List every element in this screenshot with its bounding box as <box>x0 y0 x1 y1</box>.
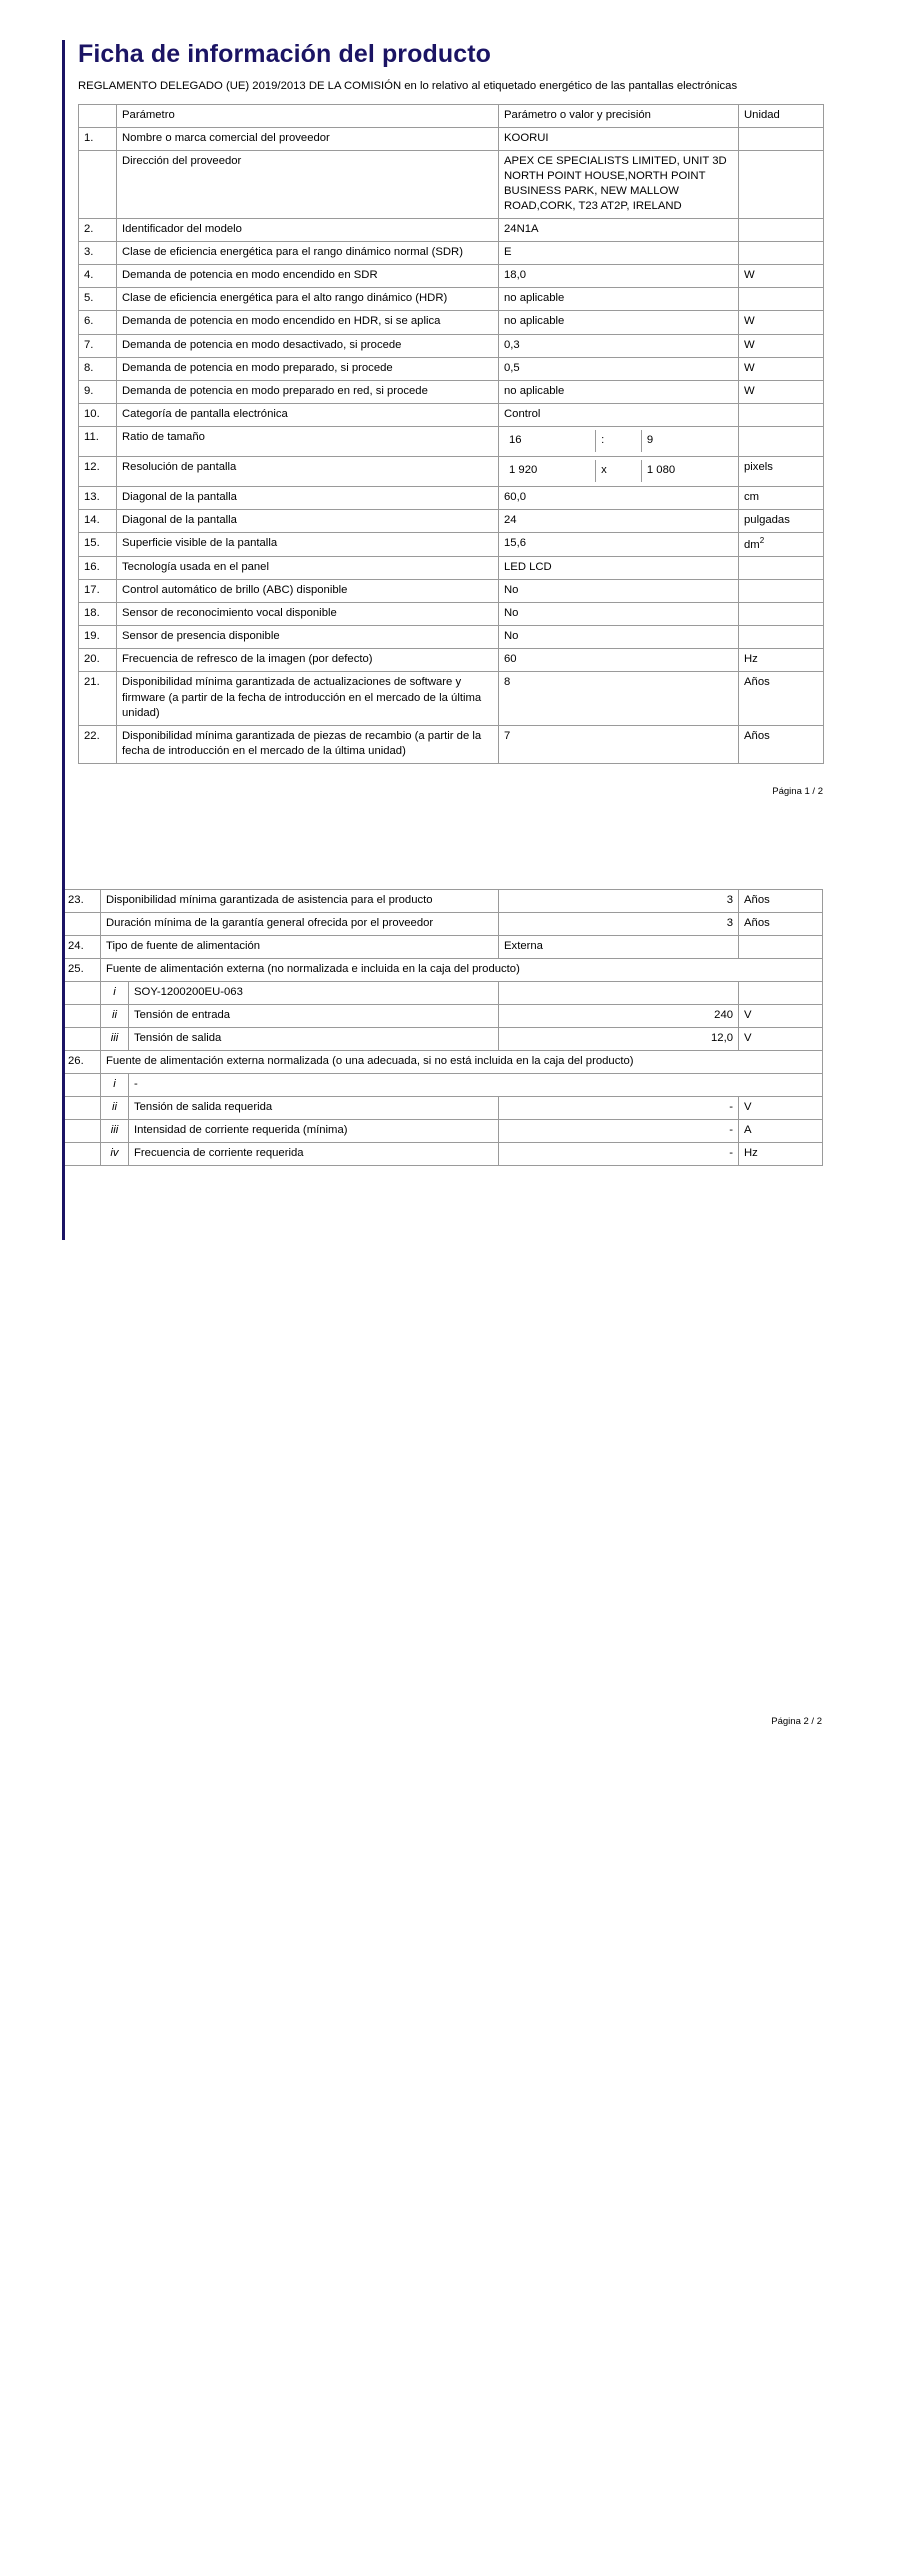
row-value: - <box>499 1096 739 1119</box>
table-row <box>63 1119 823 1142</box>
row-value: No <box>499 580 739 603</box>
table-row <box>79 649 824 672</box>
row-parameter: Nombre o marca comercial del proveedor <box>117 128 499 151</box>
page-1-footer: Página 1 / 2 <box>772 785 823 797</box>
row-value: No <box>499 626 739 649</box>
row-number: 10. <box>79 403 117 426</box>
header-parameter: Parámetro <box>117 105 499 128</box>
header-unit: Unidad <box>739 105 824 128</box>
row-number: 12. <box>79 456 117 486</box>
page-break-gap <box>0 797 905 889</box>
row-number: 16. <box>79 557 117 580</box>
page1-content <box>0 0 905 797</box>
row-value: 8 <box>499 672 739 725</box>
row-number: 1. <box>79 128 117 151</box>
table-row <box>63 981 823 1004</box>
row-unit: W <box>739 265 824 288</box>
table-row <box>63 1004 823 1027</box>
row-unit <box>739 426 824 456</box>
table-row-aspect-ratio <box>79 426 824 456</box>
page2-content <box>0 889 905 1727</box>
row-unit: V <box>739 1004 823 1027</box>
row-roman-numeral: ii <box>101 1096 129 1119</box>
row-unit <box>739 219 824 242</box>
row-parameter: Tensión de salida <box>129 1027 499 1050</box>
row-parameter: Diagonal de la pantalla <box>117 509 499 532</box>
row-unit: W <box>739 334 824 357</box>
row-roman-numeral: i <box>101 1073 129 1096</box>
table-row <box>79 532 824 557</box>
row-number: 21. <box>79 672 117 725</box>
table-row <box>79 557 824 580</box>
row-unit: Años <box>739 889 823 912</box>
row-unit <box>739 935 823 958</box>
regulation-intro: REGLAMENTO DELEGADO (UE) 2019/2013 DE LA COMISIÓN en lo relativo al etiquetado energético de las pantallas electrónicas <box>78 79 738 92</box>
table-row <box>79 242 824 265</box>
row-parameter: Dirección del proveedor <box>117 151 499 219</box>
row-unit <box>739 403 824 426</box>
row-parameter: Identificador del modelo <box>117 219 499 242</box>
unit-exponent: 2 <box>759 535 765 545</box>
table-row <box>79 580 824 603</box>
table-row-section-header <box>63 958 823 981</box>
row-unit: A <box>739 1119 823 1142</box>
row-unit <box>739 557 824 580</box>
row-parameter: Intensidad de corriente requerida (mínima) <box>129 1119 499 1142</box>
row-unit: V <box>739 1027 823 1050</box>
row-parameter: Disponibilidad mínima garantizada de actualizaciones de software y firmware (a partir de la fecha de introducción en el mercado de la última unidad) <box>117 672 499 725</box>
row-roman-numeral: iv <box>101 1142 129 1165</box>
row-number <box>63 1073 101 1096</box>
row-parameter: Tensión de salida requerida <box>129 1096 499 1119</box>
row-parameter: Tensión de entrada <box>129 1004 499 1027</box>
row-number: 9. <box>79 380 117 403</box>
row-number: 11. <box>79 426 117 456</box>
table-row-resolution <box>79 456 824 486</box>
table-row <box>63 1142 823 1165</box>
page2-blank-area <box>62 1166 843 1706</box>
row-parameter: Frecuencia de refresco de la imagen (por defecto) <box>117 649 499 672</box>
header-number <box>79 105 117 128</box>
table-row-section-header <box>63 1050 823 1073</box>
row-number: 3. <box>79 242 117 265</box>
row-number: 13. <box>79 486 117 509</box>
row-parameter: Clase de eficiencia energética para el alto rango dinámico (HDR) <box>117 288 499 311</box>
row-parameter: Sensor de presencia disponible <box>117 626 499 649</box>
row-parameter: Tecnología usada en el panel <box>117 557 499 580</box>
ratio-width: 16 <box>504 430 596 452</box>
row-value: Control <box>499 403 739 426</box>
row-number <box>63 1004 101 1027</box>
row-number: 20. <box>79 649 117 672</box>
resolution-subtable <box>504 460 733 482</box>
row-parameter: Frecuencia de corriente requerida <box>129 1142 499 1165</box>
table-row <box>63 889 823 912</box>
row-number: 5. <box>79 288 117 311</box>
row-value: 12,0 <box>499 1027 739 1050</box>
row-number: 25. <box>63 958 101 981</box>
row-unit: pixels <box>739 456 824 486</box>
row-value: - <box>499 1142 739 1165</box>
table-row <box>79 334 824 357</box>
table-row <box>79 509 824 532</box>
row-unit: W <box>739 357 824 380</box>
row-value: 15,6 <box>499 532 739 557</box>
row-number <box>63 1096 101 1119</box>
row-value: 240 <box>499 1004 739 1027</box>
row-parameter: Ratio de tamaño <box>117 426 499 456</box>
row-unit: $dm^2$ <box>739 532 824 557</box>
row-unit: Años <box>739 725 824 763</box>
row-parameter: Duración mínima de la garantía general ofrecida por el proveedor <box>101 912 499 935</box>
row-roman-numeral: ii <box>101 1004 129 1027</box>
table-row <box>79 128 824 151</box>
row-unit <box>739 580 824 603</box>
row-value: no aplicable <box>499 288 739 311</box>
row-number: 15. <box>79 532 117 557</box>
row-parameter: Superficie visible de la pantalla <box>117 532 499 557</box>
section-header-text: Fuente de alimentación externa normalizada (o una adecuada, si no está incluida en la caja del producto) <box>101 1050 823 1073</box>
row-value: 24 <box>499 509 739 532</box>
row-parameter: Control automático de brillo (ABC) disponible <box>117 580 499 603</box>
row-value: LED LCD <box>499 557 739 580</box>
row-value: APEX CE SPECIALISTS LIMITED, UNIT 3D NORTH POINT HOUSE,NORTH POINT BUSINESS PARK, NEW MALLOW ROAD,CORK, T23 AT2P, IRELAND <box>499 151 739 219</box>
table-row <box>79 603 824 626</box>
table-header-row <box>79 105 824 128</box>
table-row <box>79 151 824 219</box>
row-number: 14. <box>79 509 117 532</box>
row-parameter: Disponibilidad mínima garantizada de asistencia para el producto <box>101 889 499 912</box>
row-number <box>79 151 117 219</box>
table-row <box>63 1073 823 1096</box>
row-number: 6. <box>79 311 117 334</box>
row-parameter: Clase de eficiencia energética para el rango dinámico normal (SDR) <box>117 242 499 265</box>
row-value: No <box>499 603 739 626</box>
table-row <box>79 311 824 334</box>
product-information-table-page2 <box>62 889 823 1166</box>
row-number: 24. <box>63 935 101 958</box>
row-unit: W <box>739 380 824 403</box>
row-value-split <box>499 456 739 486</box>
row-value: 7 <box>499 725 739 763</box>
table-row <box>79 219 824 242</box>
row-unit: cm <box>739 486 824 509</box>
row-parameter: Resolución de pantalla <box>117 456 499 486</box>
row-value: 0,3 <box>499 334 739 357</box>
row-unit <box>739 151 824 219</box>
row-value: 3 <box>499 889 739 912</box>
row-number: 26. <box>63 1050 101 1073</box>
aspect-ratio-subtable <box>504 430 733 452</box>
row-parameter: Disponibilidad mínima garantizada de piezas de recambio (a partir de la fecha de introducción en el mercado de la última unidad) <box>117 725 499 763</box>
row-unit <box>739 242 824 265</box>
row-value-split <box>499 426 739 456</box>
row-number: 23. <box>63 889 101 912</box>
row-value: KOORUI <box>499 128 739 151</box>
row-unit <box>739 626 824 649</box>
row-parameter: Diagonal de la pantalla <box>117 486 499 509</box>
row-number <box>63 1142 101 1165</box>
row-number <box>63 1119 101 1142</box>
row-number: 19. <box>79 626 117 649</box>
row-roman-numeral: i <box>101 981 129 1004</box>
row-value: 24N1A <box>499 219 739 242</box>
row-parameter: Demanda de potencia en modo preparado, si procede <box>117 357 499 380</box>
row-unit <box>739 981 823 1004</box>
table-row <box>79 725 824 763</box>
row-number <box>63 1027 101 1050</box>
table-row <box>63 1027 823 1050</box>
table-row <box>79 380 824 403</box>
row-value: no aplicable <box>499 311 739 334</box>
row-unit: Años <box>739 912 823 935</box>
row-value <box>499 981 739 1004</box>
resolution-separator: x <box>596 460 642 482</box>
row-value: Externa <box>499 935 739 958</box>
table-row <box>79 265 824 288</box>
row-parameter: Demanda de potencia en modo preparado en red, si procede <box>117 380 499 403</box>
table-row <box>79 486 824 509</box>
row-value: E <box>499 242 739 265</box>
row-unit <box>739 128 824 151</box>
table-row <box>79 403 824 426</box>
row-value: 3 <box>499 912 739 935</box>
ratio-separator: : <box>596 430 642 452</box>
row-roman-numeral: iii <box>101 1119 129 1142</box>
table-row <box>79 672 824 725</box>
row-unit: V <box>739 1096 823 1119</box>
row-value: 0,5 <box>499 357 739 380</box>
row-value: 60,0 <box>499 486 739 509</box>
row-parameter: Categoría de pantalla electrónica <box>117 403 499 426</box>
row-number: 17. <box>79 580 117 603</box>
row-number: 18. <box>79 603 117 626</box>
table-row <box>79 626 824 649</box>
row-unit <box>739 288 824 311</box>
left-accent-bar <box>62 40 65 1240</box>
row-unit: W <box>739 311 824 334</box>
row-number: 22. <box>79 725 117 763</box>
row-parameter: Demanda de potencia en modo encendido en HDR, si se aplica <box>117 311 499 334</box>
row-parameter: Tipo de fuente de alimentación <box>101 935 499 958</box>
table-row <box>63 1096 823 1119</box>
row-parameter: Demanda de potencia en modo encendido en SDR <box>117 265 499 288</box>
page-title: Ficha de información del producto <box>78 40 492 68</box>
row-number: 7. <box>79 334 117 357</box>
header-value: Parámetro o valor y precisión <box>499 105 739 128</box>
row-number <box>63 912 101 935</box>
table-row <box>79 357 824 380</box>
row-parameter: Sensor de reconocimiento vocal disponible <box>117 603 499 626</box>
row-parameter: - <box>129 1073 823 1096</box>
product-information-table-page1 <box>78 104 824 763</box>
ratio-height: 9 <box>641 430 733 452</box>
row-parameter: SOY-1200200EU-063 <box>129 981 499 1004</box>
row-parameter: Demanda de potencia en modo desactivado, si procede <box>117 334 499 357</box>
row-value: no aplicable <box>499 380 739 403</box>
row-number: 2. <box>79 219 117 242</box>
row-number <box>63 981 101 1004</box>
row-value: 60 <box>499 649 739 672</box>
row-number: 4. <box>79 265 117 288</box>
row-unit: Hz <box>739 649 824 672</box>
table-row <box>63 935 823 958</box>
section-header-text: Fuente de alimentación externa (no normalizada e incluida en la caja del producto) <box>101 958 823 981</box>
row-unit: pulgadas <box>739 509 824 532</box>
row-roman-numeral: iii <box>101 1027 129 1050</box>
row-value: 18,0 <box>499 265 739 288</box>
row-unit: Años <box>739 672 824 725</box>
resolution-vertical: 1 080 <box>641 460 733 482</box>
row-unit <box>739 603 824 626</box>
table-row <box>63 912 823 935</box>
row-unit: Hz <box>739 1142 823 1165</box>
page-2-footer: Página 2 / 2 <box>771 1715 822 1727</box>
row-number: 8. <box>79 357 117 380</box>
table-row <box>79 288 824 311</box>
resolution-horizontal: 1 920 <box>504 460 596 482</box>
row-value: - <box>499 1119 739 1142</box>
